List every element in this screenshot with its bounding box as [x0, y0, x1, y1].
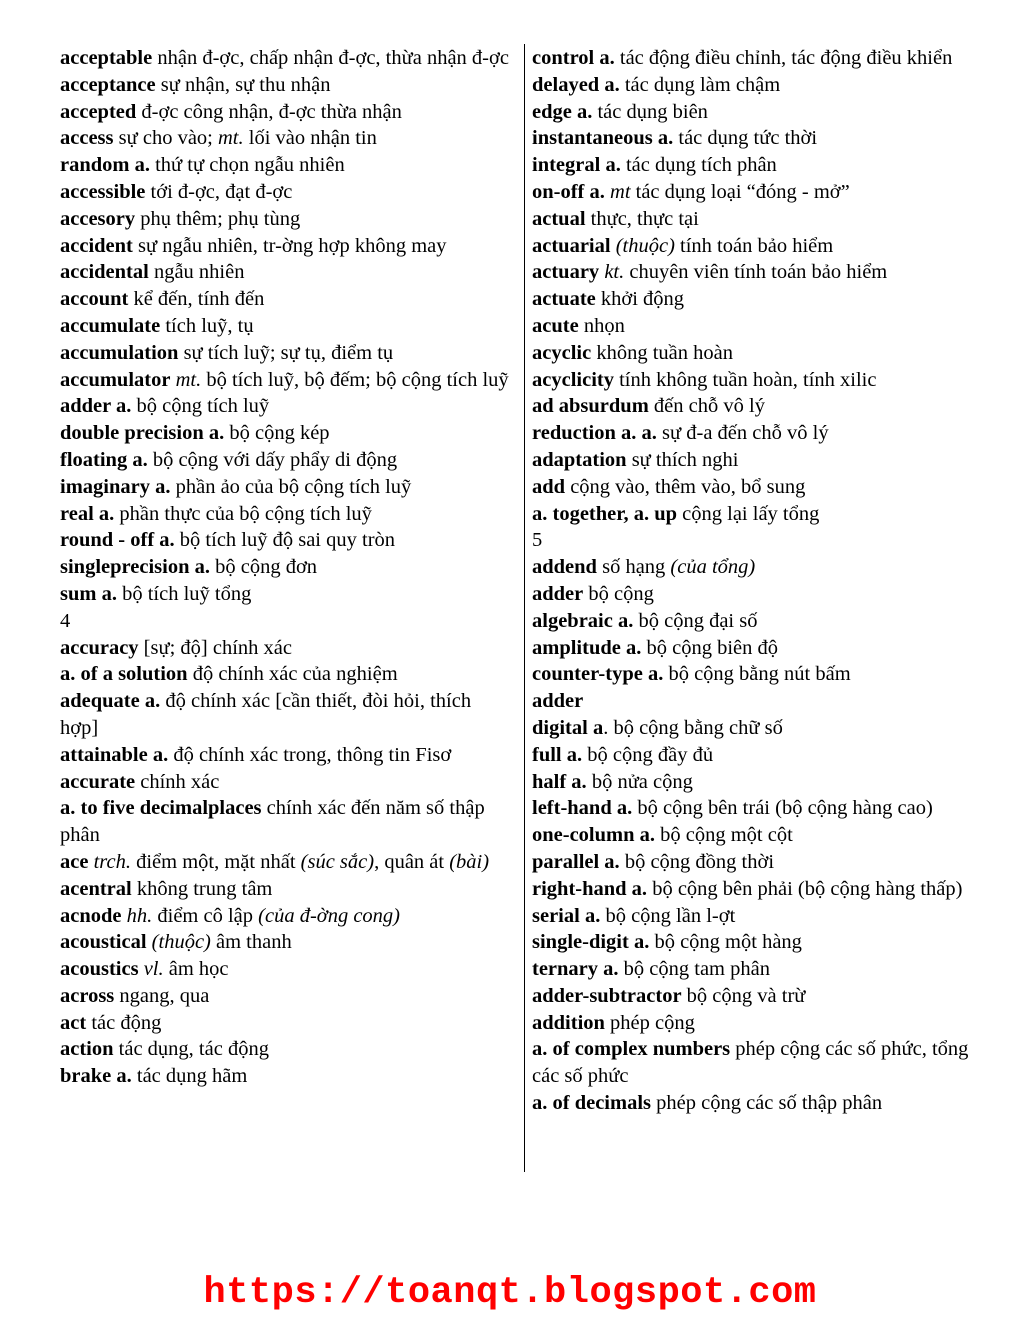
entry-headword: serial a. — [532, 904, 601, 927]
entry-definition: bộ nửa cộng — [586, 770, 693, 793]
column-divider — [524, 44, 525, 1172]
dictionary-entry — [60, 420, 510, 447]
entry-headword: ternary a. — [532, 958, 619, 981]
entry-annotation: hh. — [126, 904, 153, 927]
entry-headword: on-off a. — [532, 180, 605, 203]
entry-definition: bộ cộng một hàng — [649, 931, 802, 954]
entry-definition: bộ cộng bên phải (bộ cộng hàng thấp) — [647, 877, 963, 900]
entry-headword: double precision a. — [60, 422, 225, 445]
dictionary-entry — [60, 152, 510, 179]
entry-definition: bộ cộng tích luỹ — [131, 395, 270, 418]
entry-definition: bộ cộng bên trái (bộ cộng hàng cao) — [632, 797, 933, 820]
entry-headword: real a. — [60, 502, 115, 525]
dictionary-entry — [532, 635, 992, 662]
entry-headword: half a. — [532, 770, 587, 793]
entry-headword: actuary — [532, 261, 600, 284]
entry-headword: adder — [532, 690, 584, 713]
dictionary-entry — [532, 340, 992, 367]
entry-definition: tới đ-ợc, đạt đ-ợc — [145, 180, 293, 203]
entry-headword: adder — [532, 582, 584, 605]
entry-definition: bộ cộng và trừ — [681, 984, 806, 1007]
entry-definition: sự đ-a đến chỗ vô lý — [656, 422, 829, 445]
entry-headword: parallel a. — [532, 850, 620, 873]
dictionary-entry — [60, 903, 510, 930]
entry-annotation: trch. — [93, 850, 131, 873]
dictionary-entry — [60, 340, 510, 367]
entry-definition: tác dụng tích phân — [620, 154, 777, 177]
entry-definition: điểm cô lập — [152, 904, 259, 927]
entry-definition: . bộ cộng bằng chữ số — [603, 716, 783, 739]
entry-headword: brake a. — [60, 1065, 132, 1088]
entry-annotation: mt — [610, 180, 631, 203]
dictionary-entry — [532, 769, 992, 796]
entry-definition: âm học — [163, 958, 229, 981]
dictionary-entry — [532, 581, 992, 608]
entry-headword: attainable a. — [60, 743, 169, 766]
entry-definition: phụ thêm; phụ tùng — [135, 207, 301, 230]
entry-headword: acoustics — [60, 958, 139, 981]
entry-headword: integral a. — [532, 154, 621, 177]
dictionary-entry — [60, 72, 510, 99]
entry-headword: adder-subtractor — [532, 984, 682, 1007]
entry-headword: imaginary a. — [60, 475, 171, 498]
dictionary-entry — [60, 983, 510, 1010]
entry-definition: lối vào nhận tin — [243, 127, 377, 150]
dictionary-entry — [532, 527, 992, 554]
entry-definition: tác dụng hãm — [131, 1065, 248, 1088]
entry-headword: instantaneous a. — [532, 127, 674, 150]
dictionary-entry — [532, 286, 992, 313]
entry-headword: accumulation — [60, 341, 179, 364]
entry-headword: accepted — [60, 100, 137, 123]
entry-headword: one-column a. — [532, 824, 655, 847]
dictionary-entry — [60, 769, 510, 796]
dictionary-entry — [532, 849, 992, 876]
dictionary-entry — [532, 822, 992, 849]
entry-definition: bộ tích luỹ, bộ đếm; bộ cộng tích luỹ — [201, 368, 509, 391]
entry-annotation: (bài) — [449, 850, 490, 873]
entry-headword: add — [532, 475, 566, 498]
footer-url-link[interactable]: https://toanqt.blogspot.com — [203, 1272, 817, 1314]
entry-headword: single-digit a. — [532, 931, 650, 954]
entry-headword: accurate — [60, 770, 136, 793]
dictionary-entry — [60, 313, 510, 340]
entry-definition: bộ cộng kép — [224, 422, 330, 445]
dictionary-entry — [60, 125, 510, 152]
entry-headword: accumulator — [60, 368, 171, 391]
entry-annotation: (của tổng) — [670, 556, 756, 579]
entry-headword: action — [60, 1038, 114, 1061]
dictionary-entry — [60, 99, 510, 126]
entry-annotation: (thuộc) — [615, 234, 675, 257]
entry-annotation: mt. — [175, 368, 202, 391]
entry-definition: cộng lại lấy tổng — [677, 502, 820, 525]
entry-definition: phần thực của bộ cộng tích luỹ — [114, 502, 372, 525]
dictionary-entry — [60, 206, 510, 233]
entry-definition: phần ảo của bộ cộng tích luỹ — [170, 475, 412, 498]
dictionary-entry — [532, 608, 992, 635]
dictionary-entry — [532, 1010, 992, 1037]
dictionary-entry — [60, 501, 510, 528]
entry-headword: random a. — [60, 154, 150, 177]
entry-headword: accumulate — [60, 314, 161, 337]
entry-definition: điểm một, mặt nhất — [130, 850, 301, 873]
dictionary-entry — [60, 581, 510, 608]
dictionary-entry — [60, 1063, 510, 1090]
dictionary-entry — [532, 501, 992, 528]
entry-annotation: (thuộc) — [151, 931, 211, 954]
dictionary-entry — [60, 474, 510, 501]
entry-definition: tác dụng làm chậm — [619, 73, 781, 96]
entry-definition: tác dụng loại “đóng - mở” — [630, 180, 850, 203]
entry-headword: adder a. — [60, 395, 132, 418]
entry-headword: acceptance — [60, 73, 156, 96]
entry-headword: full a. — [532, 743, 583, 766]
dictionary-entry — [532, 45, 992, 72]
entry-headword: access — [60, 127, 114, 150]
entry-definition: [sự; độ] chính xác — [138, 636, 292, 659]
dictionary-entry — [532, 903, 992, 930]
entry-definition: 4 — [60, 609, 71, 632]
entry-definition: thực, thực tại — [585, 207, 699, 230]
entry-definition: sự tích luỹ; sự tụ, điểm tụ — [178, 341, 394, 364]
entry-headword: floating a. — [60, 448, 148, 471]
dictionary-entry — [60, 179, 510, 206]
entry-headword: actual — [532, 207, 586, 230]
dictionary-entry — [60, 554, 510, 581]
entry-definition: bộ cộng đồng thời — [619, 850, 775, 873]
entry-headword: acceptable — [60, 47, 153, 69]
entry-definition: tác động — [86, 1011, 162, 1034]
entry-headword: acentral — [60, 877, 132, 900]
entry-headword: acyclic — [532, 341, 592, 364]
entry-definition: bộ cộng — [583, 582, 654, 605]
entry-definition: bộ cộng đơn — [209, 556, 318, 579]
dictionary-entry — [60, 286, 510, 313]
entry-definition: chính xác đến năm số thập phân — [60, 797, 485, 847]
dictionary-entry — [532, 313, 992, 340]
dictionary-entry — [60, 661, 510, 688]
entry-definition: bộ cộng bằng nút bấm — [663, 663, 851, 686]
entry-headword: ad absurdum — [532, 395, 649, 418]
entry-headword: adaptation — [532, 448, 627, 471]
entry-definition: sự cho vào; — [113, 127, 218, 150]
entry-headword: counter-type a. — [532, 663, 664, 686]
dictionary-entry — [532, 983, 992, 1010]
entry-definition: tác dụng biên — [592, 100, 708, 123]
dictionary-entry — [60, 233, 510, 260]
entry-definition: chuyên viên tính toán bảo hiểm — [624, 261, 888, 284]
entry-headword: acnode — [60, 904, 122, 927]
dictionary-entry — [60, 956, 510, 983]
dictionary-entry — [532, 1036, 992, 1090]
entry-definition: nhọn — [578, 314, 625, 337]
dictionary-entry — [532, 125, 992, 152]
dictionary-entry — [60, 795, 510, 849]
entry-headword: digital a — [532, 716, 604, 739]
entry-definition: tính không tuần hoàn, tính xilic — [613, 368, 877, 391]
entry-definition: tác động điều chỉnh, tác động điều khiển — [614, 47, 953, 69]
dictionary-entry — [60, 608, 510, 635]
entry-definition: thứ tự chọn ngẫu nhiên — [149, 154, 345, 177]
dictionary-entry — [532, 179, 992, 206]
entry-headword: round - off a. — [60, 529, 175, 552]
dictionary-entry — [532, 876, 992, 903]
dictionary-entry — [532, 474, 992, 501]
entry-definition: đến chỗ vô lý — [648, 395, 765, 418]
entry-definition: bộ cộng đầy đủ — [582, 743, 714, 766]
entry-definition: ngang, qua — [114, 984, 210, 1007]
entry-definition: tác dụng, tác động — [113, 1038, 269, 1061]
dictionary-entry — [532, 72, 992, 99]
entry-definition: bộ cộng đại số — [633, 609, 758, 632]
entry-definition: không tuần hoàn — [591, 341, 733, 364]
entry-definition: âm thanh — [210, 931, 292, 954]
entry-headword: right-hand a. — [532, 877, 648, 900]
entry-headword: algebraic a. — [532, 609, 634, 632]
entry-headword: singleprecision a. — [60, 556, 210, 579]
entry-definition: đ-ợc công nhận, đ-ợc thừa nhận — [136, 100, 402, 123]
entry-headword: a. of complex numbers — [532, 1038, 731, 1061]
entry-headword: accessible — [60, 180, 146, 203]
entry-headword: accuracy — [60, 636, 139, 659]
entry-definition: phép cộng các số thập phân — [651, 1092, 883, 1115]
entry-headword: accidental — [60, 261, 149, 284]
entry-headword: addition — [532, 1011, 605, 1034]
entry-headword: addend — [532, 556, 597, 579]
entry-definition: không trung tâm — [131, 877, 273, 900]
entry-definition: , quân át — [374, 850, 450, 873]
entry-headword: actuarial — [532, 234, 611, 257]
entry-definition: sự thích nghi — [626, 448, 739, 471]
entry-headword: ace — [60, 850, 89, 873]
entry-definition: phép cộng — [604, 1011, 695, 1034]
entry-definition: bộ cộng tam phân — [618, 958, 770, 981]
dictionary-entry — [532, 99, 992, 126]
dictionary-entry — [532, 688, 992, 715]
dictionary-entry — [60, 849, 510, 876]
dictionary-entry — [532, 661, 992, 688]
entry-headword: a. of decimals — [532, 1092, 651, 1115]
entry-headword: accesory — [60, 207, 136, 230]
entry-definition: sự ngẫu nhiên, tr-ờng hợp không may — [132, 234, 447, 257]
dictionary-entry — [60, 1010, 510, 1037]
entry-definition: độ chính xác [cần thiết, đòi hỏi, thích hợp] — [60, 690, 472, 739]
entry-definition: chính xác — [135, 770, 220, 793]
dictionary-entry — [532, 447, 992, 474]
dictionary-entry — [532, 233, 992, 260]
entry-annotation: (súc sắc) — [300, 850, 375, 873]
entry-definition: sự nhận, sự thu nhận — [155, 73, 331, 96]
dictionary-entry — [60, 393, 510, 420]
dictionary-entry — [60, 688, 510, 742]
dictionary-entry — [60, 742, 510, 769]
entry-headword: edge a. — [532, 100, 593, 123]
entry-definition: nhận đ-ợc, chấp nhận đ-ợc, thừa nhận đ-ợc — [152, 47, 509, 69]
entry-definition: 5 — [532, 529, 543, 552]
dictionary-entry — [532, 929, 992, 956]
dictionary-entry — [60, 367, 510, 394]
dictionary-entry — [532, 259, 992, 286]
dictionary-entry — [532, 742, 992, 769]
entry-headword: a. together, a. up — [532, 502, 678, 525]
entry-headword: adequate a. — [60, 690, 161, 713]
dictionary-entry — [60, 259, 510, 286]
entry-annotation: mt. — [218, 127, 244, 150]
dictionary-entry — [60, 876, 510, 903]
dictionary-entry — [532, 1090, 992, 1117]
entry-headword: acyclicity — [532, 368, 614, 391]
entry-definition: bộ tích luỹ độ sai quy tròn — [174, 529, 396, 552]
dictionary-entry — [532, 393, 992, 420]
dictionary-entry — [532, 956, 992, 983]
entry-headword: control a. — [532, 47, 615, 69]
entry-headword: a. of a solution — [60, 663, 188, 686]
dictionary-entry — [60, 45, 510, 72]
entry-definition: tích luỹ, tụ — [160, 314, 254, 337]
dictionary-entry — [60, 527, 510, 554]
dictionary-right-column — [532, 45, 992, 1117]
entry-definition: khởi động — [595, 288, 685, 311]
entry-definition: độ chính xác của nghiệm — [187, 663, 398, 686]
entry-headword: acoustical — [60, 931, 147, 954]
dictionary-entry — [532, 420, 992, 447]
entry-definition: số hạng — [596, 556, 671, 579]
entry-definition: bộ cộng một cột — [655, 824, 793, 847]
entry-definition: ngẫu nhiên — [148, 261, 245, 284]
entry-definition: độ chính xác trong, thông tin Fisơ — [168, 743, 452, 766]
dictionary-entry — [60, 635, 510, 662]
dictionary-entry — [60, 1036, 510, 1063]
entry-headword: account — [60, 288, 129, 311]
entry-definition: phép cộng các số phức, tổng các số phức — [532, 1038, 969, 1088]
entry-definition: kể đến, tính đến — [128, 288, 265, 311]
dictionary-entry — [532, 715, 992, 742]
dictionary-entry — [532, 206, 992, 233]
entry-headword: act — [60, 1011, 87, 1034]
entry-headword: delayed a. — [532, 73, 620, 96]
entry-headword: amplitude a. — [532, 636, 642, 659]
dictionary-entry — [532, 367, 992, 394]
dictionary-left-column — [60, 45, 510, 1090]
entry-definition: tính toán bảo hiểm — [674, 234, 834, 257]
entry-annotation: vl. — [143, 958, 164, 981]
entry-annotation: kt. — [604, 261, 625, 284]
entry-headword: left-hand a. — [532, 797, 633, 820]
entry-headword: actuate — [532, 288, 596, 311]
dictionary-entry — [532, 554, 992, 581]
entry-definition: bộ cộng biên độ — [641, 636, 779, 659]
dictionary-entry — [532, 795, 992, 822]
entry-headword: across — [60, 984, 115, 1007]
entry-definition: bộ cộng với dấy phẩy di động — [147, 448, 398, 471]
entry-headword: acute — [532, 314, 579, 337]
dictionary-entry — [532, 152, 992, 179]
dictionary-entry — [60, 929, 510, 956]
entry-definition: tác dụng tức thời — [673, 127, 818, 150]
entry-definition: bộ tích luỹ tổng — [116, 582, 252, 605]
entry-headword: reduction a. a. — [532, 422, 657, 445]
entry-annotation: (của đ-ờng cong) — [258, 904, 401, 927]
dictionary-entry — [60, 447, 510, 474]
entry-headword: sum a. — [60, 582, 117, 605]
entry-headword: a. to five decimalplaces — [60, 797, 262, 820]
entry-definition: bộ cộng lần l-ợt — [600, 904, 736, 927]
entry-headword: accident — [60, 234, 133, 257]
entry-definition: cộng vào, thêm vào, bổ sung — [565, 475, 806, 498]
